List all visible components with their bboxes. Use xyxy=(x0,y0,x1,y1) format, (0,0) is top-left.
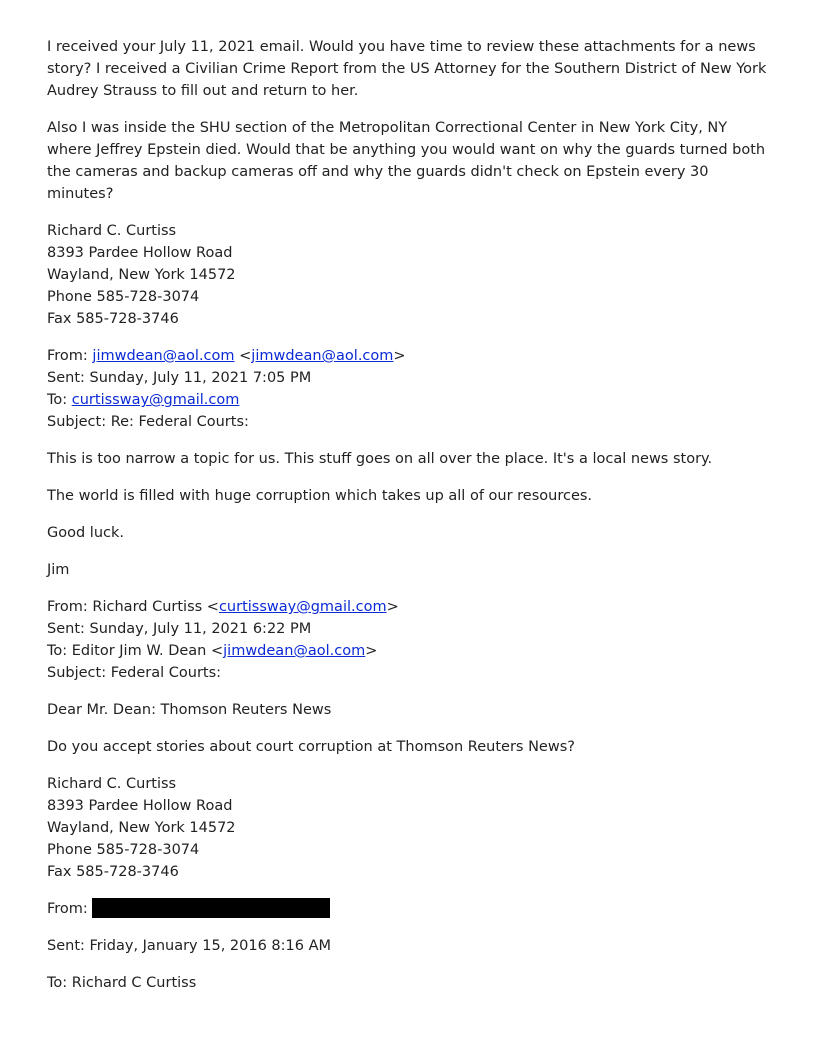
to-label: To: xyxy=(47,392,72,408)
signature-fax: Fax 585-728-3746 xyxy=(47,864,179,880)
msg1-body-2: The world is filled with huge corruption which takes up all of our resources. xyxy=(47,488,593,504)
header-to xyxy=(47,389,768,411)
bracket-close: > xyxy=(386,599,399,615)
msg2-body-1: Dear Mr. Dean: Thomson Reuters News xyxy=(47,702,332,718)
message-header-2 xyxy=(47,596,768,684)
msg1-body-1: This is too narrow a topic for us. This stuff goes on all over the place. It's a local news story. xyxy=(47,451,713,467)
signature-city: Wayland, New York 14572 xyxy=(47,820,236,836)
msg2-body-2: Do you accept stories about court corruption at Thomson Reuters News? xyxy=(47,739,575,755)
msg3-from xyxy=(47,898,768,920)
msg3-sent: Sent: Friday, January 15, 2016 8:16 AM xyxy=(47,938,332,954)
signature-phone: Phone 585-728-3074 xyxy=(47,289,200,305)
from-email-link[interactable]: curtissway@gmail.com xyxy=(218,599,387,615)
signature-city: Wayland, New York 14572 xyxy=(47,267,236,283)
signature-phone: Phone 585-728-3074 xyxy=(47,842,200,858)
header-subject: Subject: Re: Federal Courts: xyxy=(47,414,249,430)
from-label: From: Richard Curtiss < xyxy=(47,599,219,615)
header-from xyxy=(47,596,768,618)
to-email-link[interactable]: curtissway@gmail.com xyxy=(71,392,240,408)
msg3-to: To: Richard C Curtiss xyxy=(47,975,197,991)
signature-name: Richard C. Curtiss xyxy=(47,223,177,239)
to-email-link[interactable]: jimwdean@aol.com xyxy=(223,643,366,659)
header-from xyxy=(47,345,768,367)
bracket-close: > xyxy=(393,348,406,364)
header-subject: Subject: Federal Courts: xyxy=(47,665,222,681)
from-email-link-2[interactable]: jimwdean@aol.com xyxy=(251,348,394,364)
bracket-close: > xyxy=(365,643,378,659)
from-label: From: xyxy=(47,348,93,364)
to-label: To: Editor Jim W. Dean < xyxy=(47,643,224,659)
bracket-open: < xyxy=(234,348,252,364)
reply-paragraph-1: I received your July 11, 2021 email. Would you have time to review these attachments for a news story? I received a Civilian Crime Report from the US Attorney for the Southern District of New York Audrey Strauss to fill out and return to her. xyxy=(47,39,767,99)
signature-name: Richard C. Curtiss xyxy=(47,776,177,792)
header-sent: Sent: Sunday, July 11, 2021 6:22 PM xyxy=(47,621,312,637)
msg1-body-4: Jim xyxy=(47,562,70,578)
msg1-body-3: Good luck. xyxy=(47,525,124,541)
signature-block xyxy=(47,220,768,330)
from-label: From: xyxy=(47,901,88,917)
reply-paragraph-2: Also I was inside the SHU section of the Metropolitan Correctional Center in New York City, NY where Jeffrey Epstein died. Would that be anything you would want on why the guards turned both the cameras and backup cameras off and why the guards didn't check on Epstein every 30 minutes? xyxy=(47,120,766,202)
from-email-link[interactable]: jimwdean@aol.com xyxy=(92,348,235,364)
signature-fax: Fax 585-728-3746 xyxy=(47,311,179,327)
redaction-box xyxy=(92,898,330,918)
header-to xyxy=(47,640,768,662)
signature-street: 8393 Pardee Hollow Road xyxy=(47,798,233,814)
header-sent: Sent: Sunday, July 11, 2021 7:05 PM xyxy=(47,370,312,386)
signature-block-2 xyxy=(47,773,768,883)
signature-street: 8393 Pardee Hollow Road xyxy=(47,245,233,261)
message-header-1 xyxy=(47,345,768,433)
